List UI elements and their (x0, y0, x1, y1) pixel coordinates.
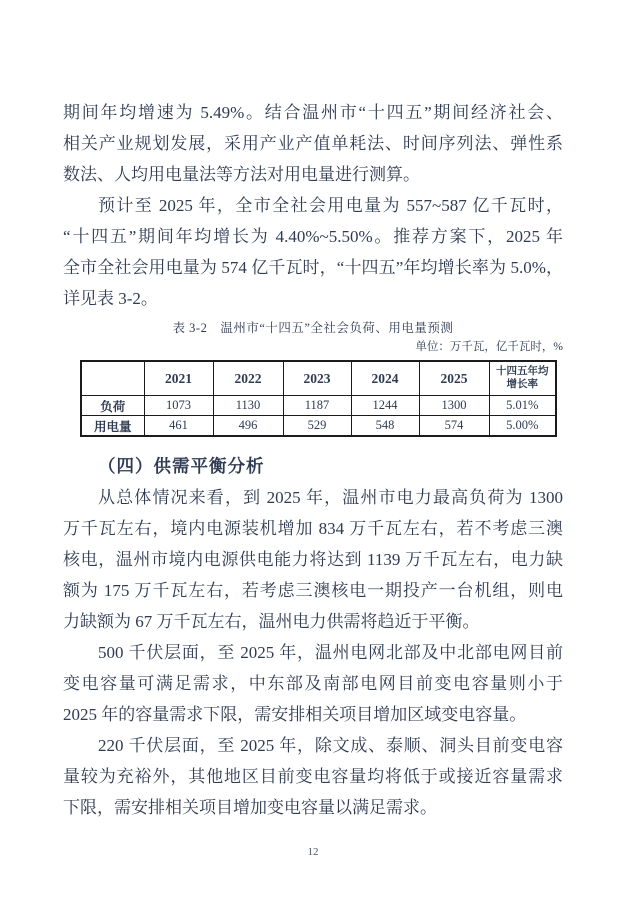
text-line: 万千瓦左右，境内电源装机增加 834 万千瓦左右，若不考虑三澳 (63, 519, 563, 538)
row-label: 用电量 (81, 416, 144, 437)
col-header-2024: 2024 (351, 361, 419, 396)
corner-cell (81, 361, 144, 396)
text-line: 变电容量可满足需求，中东部及南部电网目前变电容量则小于 (63, 674, 563, 693)
paragraph-overall-balance (63, 482, 563, 637)
text-line: 预计至 2025 年，全市全社会用电量为 557~587 亿千瓦时， (98, 196, 563, 215)
forecast-table (80, 360, 557, 437)
table-cell: 574 (419, 416, 489, 437)
text-line: 全市全社会用电量为 574 亿千瓦时，“十四五”年均增长率为 5.0%， (63, 258, 563, 277)
table-cell: 1073 (144, 396, 213, 416)
text-line: 期间年均增速为 5.49%。结合温州市“十四五”期间经济社会、 (63, 103, 563, 122)
col-header-2025: 2025 (419, 361, 489, 396)
col-header-2022: 2022 (213, 361, 283, 396)
text-line: 2025 年的容量需求下限，需安排相关项目增加区域变电容量。 (63, 705, 527, 724)
table-cell: 5.00% (489, 416, 556, 437)
table-row-consumption (81, 416, 556, 437)
paragraph-growth-methods (63, 97, 563, 190)
paragraph-220kv (63, 730, 563, 823)
text-line: 相关产业规划发展，采用产业产值单耗法、时间序列法、弹性系 (63, 134, 563, 153)
row-label: 负荷 (81, 396, 144, 416)
table-row-load (81, 396, 556, 416)
table-cell: 461 (144, 416, 213, 437)
table-cell: 5.01% (489, 396, 556, 416)
text-line: 数法、人均用电量法等方法对用电量进行测算。 (63, 165, 420, 184)
table-cell: 1187 (283, 396, 351, 416)
text-line: 量较为充裕外，其他地区目前变电容量均将低于或接近容量需求 (63, 767, 563, 786)
table-title: 表 3-2 温州市“十四五”全社会负荷、用电量预测 (172, 321, 454, 335)
text-line: 核电，温州市境内电源供电能力将达到 1139 万千瓦左右，电力缺 (63, 550, 563, 569)
table-cell: 1244 (351, 396, 419, 416)
paragraph-500kv (63, 637, 563, 730)
page-content (63, 97, 563, 860)
col-header-2021: 2021 (144, 361, 213, 396)
table-cell: 529 (283, 416, 351, 437)
text-line: 下限，需安排相关项目增加变电容量以满足需求。 (63, 798, 437, 817)
col-header-2023: 2023 (283, 361, 351, 396)
text-line: “十四五”期间年均增长为 4.40%~5.50%。推荐方案下，2025 年 (63, 227, 563, 246)
table-cell: 548 (351, 416, 419, 437)
section-heading-supply-demand: （四）供需平衡分析 (98, 456, 265, 476)
text-line: 力缺额为 67 万千瓦左右，温州电力供需将趋近于平衡。 (63, 612, 480, 631)
table-unit-note: 单位：万千瓦，亿千瓦时，% (415, 341, 563, 353)
text-line: 详见表 3-2。 (63, 289, 158, 308)
text-line: 500 千伏层面，至 2025 年，温州电网北部及中北部电网目前 (98, 643, 563, 662)
paragraph-forecast-2025 (63, 190, 563, 314)
text-line: 额为 175 万千瓦左右，若考虑三澳核电一期投产一台机组，则电 (63, 581, 563, 600)
text-line: 220 千伏层面，至 2025 年，除文成、泰顺、洞头目前变电容 (98, 736, 563, 755)
text-line: 从总体情况来看，到 2025 年，温州市电力最高负荷为 1300 (98, 488, 563, 507)
page-number: 12 (307, 846, 319, 858)
table-cell: 1130 (213, 396, 283, 416)
col-header-growth-rate: 十四五年均增长率 (489, 361, 556, 396)
table-cell: 1300 (419, 396, 489, 416)
table-cell: 496 (213, 416, 283, 437)
table-header-row (81, 361, 556, 396)
